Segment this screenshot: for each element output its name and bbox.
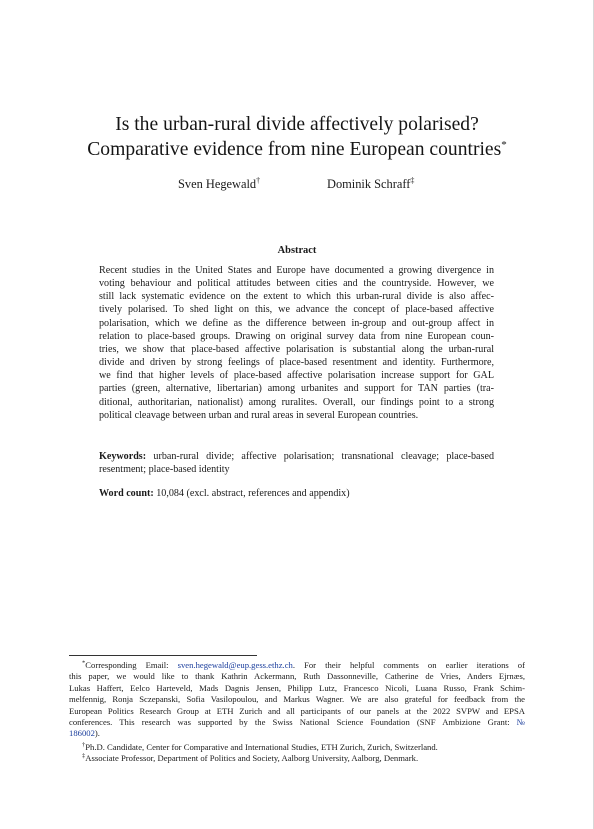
- footnote-rule: [69, 655, 257, 656]
- abstract-line: polarisation, which we define as the difference between in-group and out-group affect in: [99, 317, 494, 329]
- author-list: [0, 177, 594, 195]
- author-1: [178, 177, 260, 192]
- abstract-line: still lack systematic evidence on the extent to which this urban-rural divide is also affec-: [99, 291, 494, 303]
- footnote-line: this paper, we would like to thank Kathrin Ackermann, Ruth Dassonneville, Catherine de Vries, Anders Ejrnæs,: [69, 671, 525, 682]
- abstract-line: Recent studies in the United States and Europe have documented a growing divergence in: [99, 265, 494, 276]
- footnote-line-7-end: ).: [94, 728, 100, 739]
- title-footnote-mark: *: [501, 139, 507, 151]
- abstract-line: tively polarised. To shed light on this, we advance the concept of place-based affective: [99, 304, 494, 316]
- word-count-value: 10,084 (excl. abstract, references and appendix): [156, 488, 350, 499]
- paper-title: [40, 112, 554, 162]
- keywords-line-2: resentment; place-based identity: [99, 464, 230, 476]
- footnote-line-6: [69, 717, 525, 728]
- abstract-line: political cleavage between urban and rural areas in several European countries.: [99, 409, 419, 421]
- title-line-2: [40, 137, 554, 162]
- word-count: [99, 487, 494, 500]
- title-line-2-text: Comparative evidence from nine European countries: [87, 139, 502, 160]
- author-2-mark: ‡: [410, 176, 415, 185]
- footnote-line: melfennig, Ronja Sczepanski, Sofia Vasilopoulou, and Markus Wagner. We are also grateful for feedback from the: [69, 694, 525, 705]
- abstract-line: ditional, authoritarian, nationalist) among ruralites. Overall, our findings point to a strong: [99, 396, 494, 408]
- footnote-author-1-text: Ph.D. Candidate, Center for Comparative and International Studies, ETH Zurich, Zurich, Switzerland.: [85, 741, 438, 752]
- abstract-line: parties (green, alternative, libertarian) among urbanites and support for TAN parties (tra-: [99, 383, 494, 395]
- title-line-1: Is the urban-rural divide affectively polarised?: [115, 114, 479, 135]
- abstract-heading: Abstract: [277, 245, 317, 256]
- footnote-mark-double-dagger: ‡: [82, 752, 86, 760]
- footnote-line-7: [69, 728, 525, 739]
- abstract-line: we find that higher levels of place-based affective polarisation increase support for GAL: [99, 370, 494, 382]
- abstract-line: tries, we show that place-based affective polarisation is substantial along the urban-rural: [99, 343, 494, 355]
- keywords-text-1: urban-rural divide; affective polarisation; transnational cleavage; place-based: [153, 451, 494, 462]
- grant-link-part-2[interactable]: 186002: [69, 728, 95, 739]
- keywords-line-1: [99, 450, 494, 463]
- footnote-line: European Politics Research Group at ETH Zurich and all participants of our panels at the 2022 SVPW and EPSA: [69, 705, 525, 716]
- footnote-author-2: [69, 753, 525, 764]
- footnote-mark-dagger: †: [82, 741, 86, 749]
- author-1-name: Sven Hegewald: [178, 177, 257, 191]
- footnotes: [69, 660, 525, 765]
- keywords-section: [99, 450, 494, 476]
- abstract-body: [99, 264, 494, 422]
- author-2-name: Dominik Schraff: [327, 177, 411, 191]
- footnote-author-1: [69, 742, 525, 753]
- word-count-label: Word count:: [99, 488, 154, 499]
- author-2: [327, 177, 414, 192]
- footnote-corresponding-line-1: [69, 660, 525, 671]
- footnote-mark-star: *: [82, 659, 86, 667]
- abstract-line: divide and driven by strong feelings of place-based resentment and identity. Furthermore,: [99, 357, 494, 369]
- author-1-mark: †: [256, 176, 261, 185]
- footnote-line: Lukas Haffert, Eelco Harteveld, Mads Dagnis Jensen, Philipp Lutz, Francesco Nicoli, Luana Russo, Frank Schim-: [69, 682, 525, 693]
- keywords-label: Keywords:: [99, 451, 147, 462]
- abstract-line: relation to place-based groups. Drawing on original survey data from nine European coun-: [99, 330, 494, 342]
- footnote-author-2-text: Associate Professor, Department of Politics and Society, Aalborg University, Aalborg, Denmark.: [85, 753, 419, 764]
- corresponding-after-email: . For their helpful comments on earlier iterations of: [292, 660, 525, 670]
- footnote-line-6-text: conferences. This research was supported by the Swiss National Science Foundation (SNF Ambizione Grant:: [69, 717, 510, 728]
- abstract-line: voting behaviour and political attitudes between cities and the countryside. However, we: [99, 278, 494, 290]
- grant-link-part-1[interactable]: №: [516, 717, 526, 728]
- corresponding-label: Corresponding Email:: [85, 660, 169, 670]
- corresponding-email-link[interactable]: sven.hegewald@eup.gess.ethz.ch: [177, 660, 293, 670]
